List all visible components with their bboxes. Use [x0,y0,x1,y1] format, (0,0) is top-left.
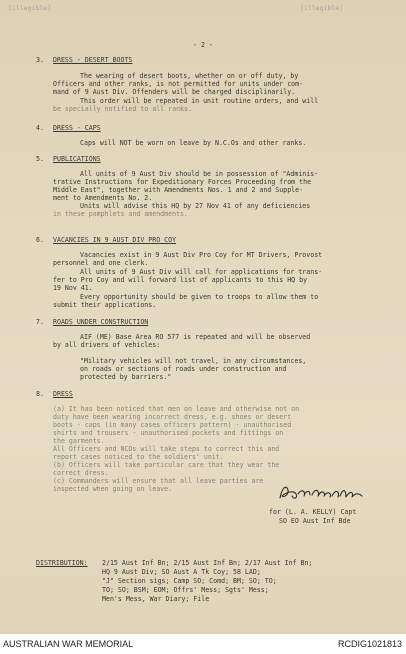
section-line: (c) Commanders will ensure that all leave parties are [53,477,264,485]
section-line: be specially notified to all ranks. [53,105,192,113]
section-line: inspected when going on leave. [53,485,173,493]
section-line: submit their applications. [53,301,157,309]
section-heading: DRESS - CAPS [53,124,101,132]
section-line: All Officers and NCOs will take steps to correct this and [53,445,280,453]
distribution-label: DISTRIBUTION: [36,559,88,567]
section-line: The wearing of desert boots, whether on or off duty, by [80,72,299,80]
top-stamp-left: [illegible] [8,4,52,12]
section-line: Middle East", together with Amendments Nos. 1 and 2 and Supple- [53,186,304,194]
section-line: Caps will NOT be worn on leave by N.C.Os and other ranks. [80,139,307,147]
footer-record-id: RCDIG1021813 [337,639,402,649]
page-number: - 2 - [193,41,213,49]
section-line: All units of 9 Aust Div will call for applications for trans- [80,268,323,276]
distribution-line: HQ 9 Aust Div; SO Aust A Tk Coy; 58 LAD; [102,568,261,576]
section-line: boots - caps (in many cases officers pattern) - unauthorised [53,421,292,429]
section-line: Officers and other ranks, is not permitted for units under com- [53,80,304,88]
section-line: shirts and trousers - unauthorised pockets and fittings on [53,429,284,437]
section-line: Every opportunity should be given to troops to allow them to [80,293,319,301]
handwritten-signature [276,478,366,504]
section-heading: PUBLICATIONS [53,155,101,163]
distribution-line: Men's Mess, War Diary; File [102,595,210,603]
archive-footer [0,634,406,654]
top-stamp-right: [illegible] [300,4,344,12]
section-line: the garments. [53,437,105,445]
distribution-line: "J" Section sigs; Camp SO; Comd; BM; SO; TO; [102,577,277,585]
section-line: fer to Pro Coy and will forward list of applicants to this HQ by [53,276,308,284]
section-heading: DRESS - DESERT BOOTS [53,56,133,64]
section-line: duty have been wearing incorrect dress, e.g. shoes or desert [53,413,292,421]
distribution-line: 2/15 Aust Inf Bn; 2/15 Aust Inf Bn; 2/17 Aust Inf Bn; [102,559,313,567]
section-line: (b) Officers will take particular care that they wear the [53,461,280,469]
section-line: This order will be repeated in unit routine orders, and will [80,97,319,105]
section-line: in these pamphlets and amendments. [53,210,188,218]
section-heading: DRESS [53,390,73,398]
section-line: report cases noticed to the soldiers' unit. [53,453,224,461]
quote-line: on roads or sections of roads under construction and [80,365,287,373]
section-line: personnel and one clerk. [53,259,149,267]
section-line: by all drivers of vehicles: [53,341,161,349]
footer-institution: AUSTRALIAN WAR MEMORIAL [3,639,134,649]
section-line: Vacancies exist in 9 Aust Div Pro Coy for MT Drivers, Provost [80,251,323,259]
quote-line: protected by barriers." [80,373,172,381]
section-number: 7. [36,318,44,326]
section-line: 19 Nov 41. [53,284,93,292]
section-line: mand of 9 Aust Div. Offenders will be charged disciplinarily. [53,88,296,96]
section-line: AIF (ME) Base Area RO 577 is repeated and will be observed [80,333,311,341]
section-line: trative Instructions for Expeditionary Forces Proceeding from the [53,178,312,186]
section-line: correct dress. [53,469,109,477]
section-number: 3. [36,56,44,64]
section-number: 8. [36,390,44,398]
distribution-line: TO; SO; BSM; EOM; Offrs' Mess; Sgts' Mess; [102,586,269,594]
section-heading: ROADS UNDER CONSTRUCTION [53,318,149,326]
section-number: 5. [36,155,44,163]
quote-line: "Military vehicles will not travel, in any circumstances, [80,357,307,365]
section-line: ment to Amendments No. 2. [53,194,153,202]
section-line: All units of 9 Aust Div should be in possession of "Adminis- [80,170,319,178]
section-number: 6. [36,236,44,244]
section-heading: VACANCIES IN 9 AUST DIV PRO COY [53,236,177,244]
section-line: Units will advise this HQ by 27 Nov 41 of any deficiencies [80,202,311,210]
signature-title-line: SO EO Aust Inf Bde [279,517,351,525]
section-line: (a) It has been noticed that men on leave and otherwise not on [53,405,300,413]
signature-for-line: for (L. A. KELLY) Capt [269,508,357,516]
section-number: 4. [36,124,44,132]
